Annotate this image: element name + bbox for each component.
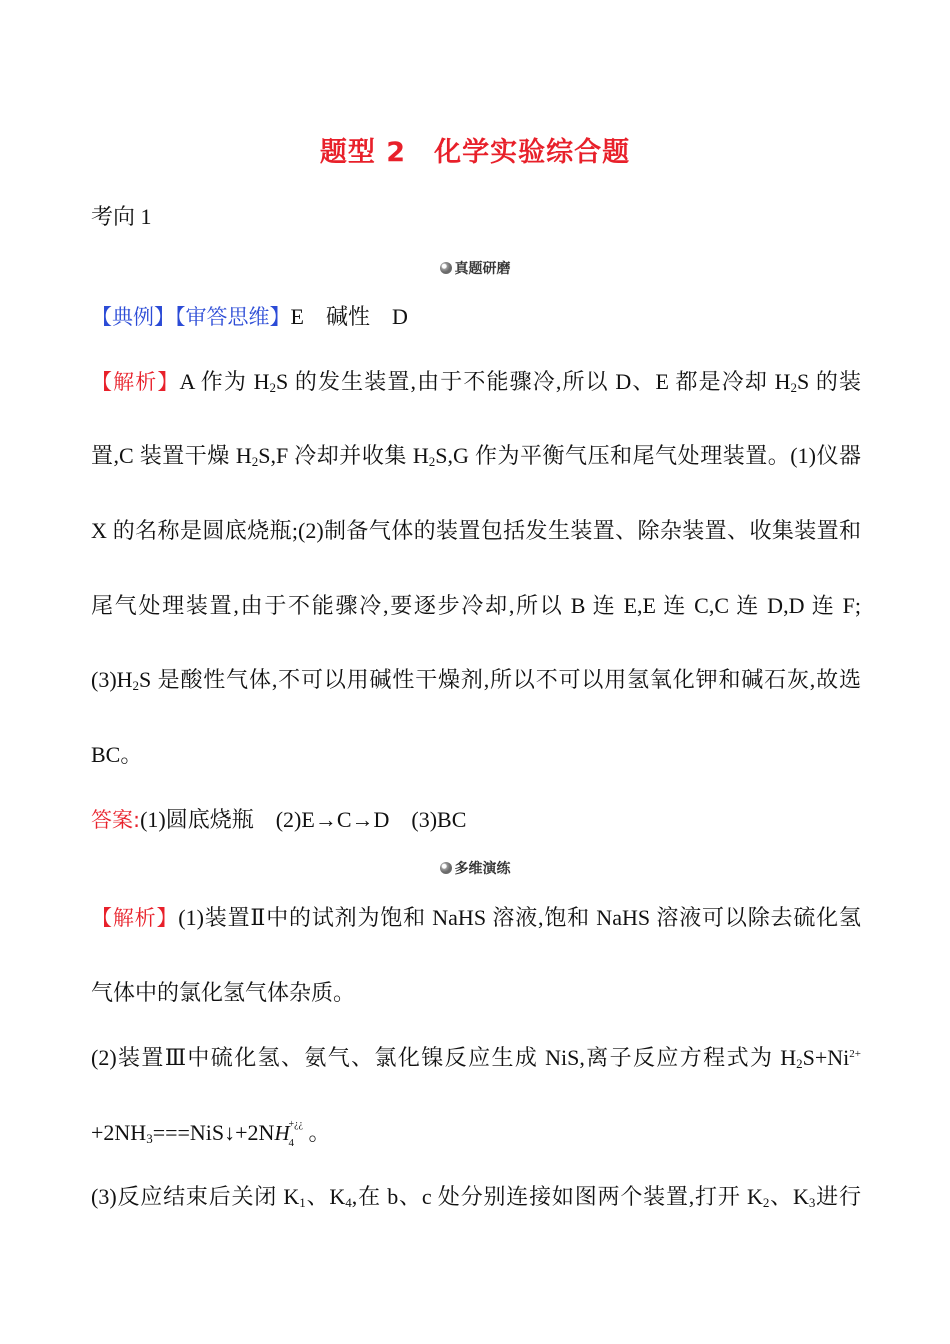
- section-header-practice: 多维演练: [0, 858, 950, 878]
- section-header-real-exam: 真题研磨: [0, 258, 950, 278]
- disc-icon: [440, 862, 452, 874]
- example-tag: 【典例】: [91, 305, 175, 329]
- analysis2-line3: (2)装置Ⅲ中硫化氢、氨气、氯化镍反应生成 NiS,离子反应方程式为 $H_2S+Ni^{2+}$: [91, 1045, 861, 1071]
- analysis2-line4: $+2NH_3===NiS↓+2NH$ +¿¿ 4 。: [91, 1119, 331, 1149]
- analysis2-line1: 【解析】(1)装置Ⅱ中的试剂为饱和 NaHS 溶液,饱和 NaHS 溶液可以除去硫化氢: [91, 905, 861, 930]
- analysis-tag: 【解析】: [91, 906, 179, 930]
- example-answer: E 碱性 D: [290, 304, 408, 329]
- analysis-tag: 【解析】: [91, 370, 180, 394]
- answer-text: (1)圆底烧瓶 (2)E→C→D (3)BC: [140, 807, 467, 832]
- answer-line: [91, 805, 861, 835]
- analysis1-line5: $(3)H_2S$ 是酸性气体,不可以用碱性干燥剂,所以不可以用氢氧化钾和碱石灰,故选: [91, 667, 861, 693]
- ammonium-formula: H +¿¿ 4: [274, 1119, 303, 1149]
- analysis2-line5: (3)反应结束后关闭 $K_1$、$K_4$,在 b、c 处分别连接如图两个装置,打开 $K_2$、$K_3$进行: [91, 1184, 861, 1210]
- analysis1-line3: X 的名称是圆底烧瓶;(2)制备气体的装置包括发生装置、除杂装置、收集装置和: [91, 518, 861, 543]
- answer-tag: 答案:: [91, 808, 141, 832]
- analysis1-line1: 【解析】A 作为 $H_2S$ 的发生装置,由于不能骤冷,所以 D、E 都是冷却 $H_2S$ 的装: [91, 369, 861, 395]
- analysis2-line2: 气体中的氯化氢气体杂质。: [91, 980, 356, 1005]
- analysis1-line6: BC。: [91, 742, 143, 767]
- thinking-tag: 【审答思维】: [175, 305, 291, 329]
- direction-label: 考向 1: [91, 204, 152, 229]
- example-line: [91, 302, 861, 332]
- disc-icon: [440, 262, 452, 274]
- analysis1-line2: 置,C 装置干燥 $H_2S,F$ 冷却并收集 $H_2S,G$ 作为平衡气压和尾气处理装置。(1)仪器: [91, 443, 862, 469]
- page-title: 题型 2 化学实验综合题: [319, 137, 631, 168]
- analysis1-line4: 尾气处理装置,由于不能骤冷,要逐步冷却,所以 B 连 E,E 连 C,C 连 D,D 连 F;: [91, 593, 861, 618]
